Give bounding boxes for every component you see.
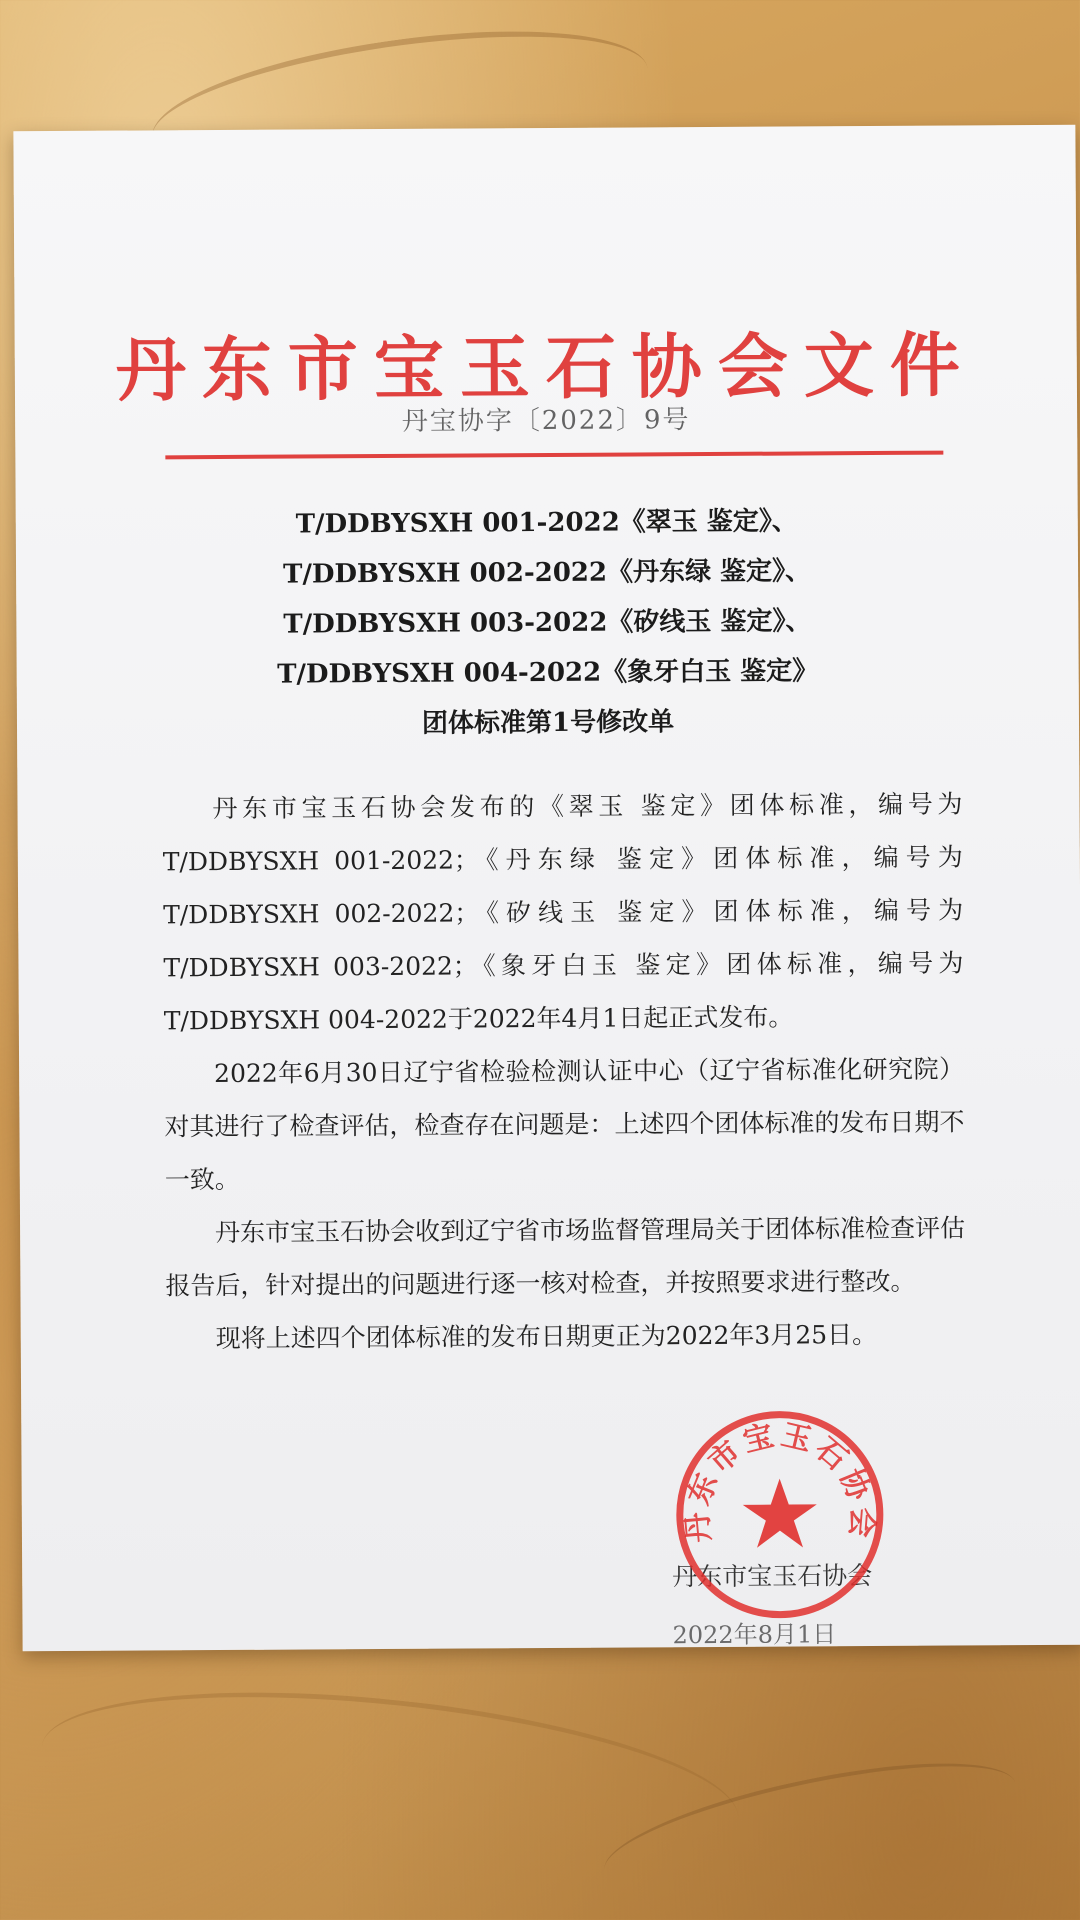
body-paragraph: 2022年6月30日辽宁省检验检测认证中心（辽宁省标准化研究院）对其进行了检查评估，检查存在问题是：上述四个团体标准的发布日期不一致。	[164, 1054, 965, 1195]
body-paragraph: 现将上述四个团体标准的发布日期更正为2022年3月25日。	[215, 1320, 878, 1354]
standards-heading	[16, 495, 1080, 751]
body-paragraph: 丹东市宝玉石协会收到辽宁省市场监督管理局关于团体标准检查评估报告后，针对提出的问题进行逐一核对检查，并按照要求进行整改。	[165, 1213, 966, 1301]
heading-line: 团体标准第1号修改单	[421, 707, 675, 739]
signature-date: 2022年8月1日	[672, 1620, 837, 1650]
heading-line: T/DDBYSXH 003-2022《矽线玉 鉴定》、	[283, 606, 812, 640]
body-paragraph: 丹东市宝玉石协会发布的《翠玉 鉴定》团体标准，编号为T/DDBYSXH 001-2022；《丹东绿 鉴定》团体标准，编号为T/DDBYSXH 002-2022；《矽线玉 鉴定》团体标准，编号为T/DDBYSXH 003-2022；《象牙白玉 鉴定》团体标准，编号为T/DDBYSXH 004-2022于2022年4月1日起正式发布。	[162, 789, 964, 1036]
star-icon	[743, 1478, 817, 1547]
heading-line: T/DDBYSXH 004-2022《象牙白玉 鉴定》	[277, 656, 819, 690]
document-number: 丹宝协字〔2022〕9号	[401, 405, 691, 437]
signature-organization: 丹东市宝玉石协会	[672, 1561, 873, 1592]
header-divider	[165, 451, 943, 460]
document-title: 丹东市宝玉石协会文件	[115, 324, 977, 412]
document-page	[13, 125, 1080, 1651]
official-seal	[671, 1406, 888, 1623]
heading-line: T/DDBYSXH 002-2022《丹东绿 鉴定》、	[282, 556, 812, 590]
heading-line: T/DDBYSXH 001-2022《翠玉 鉴定》、	[295, 506, 798, 540]
document-body	[162, 777, 966, 1365]
seal-text: 丹东市宝玉石协会	[679, 1417, 880, 1544]
